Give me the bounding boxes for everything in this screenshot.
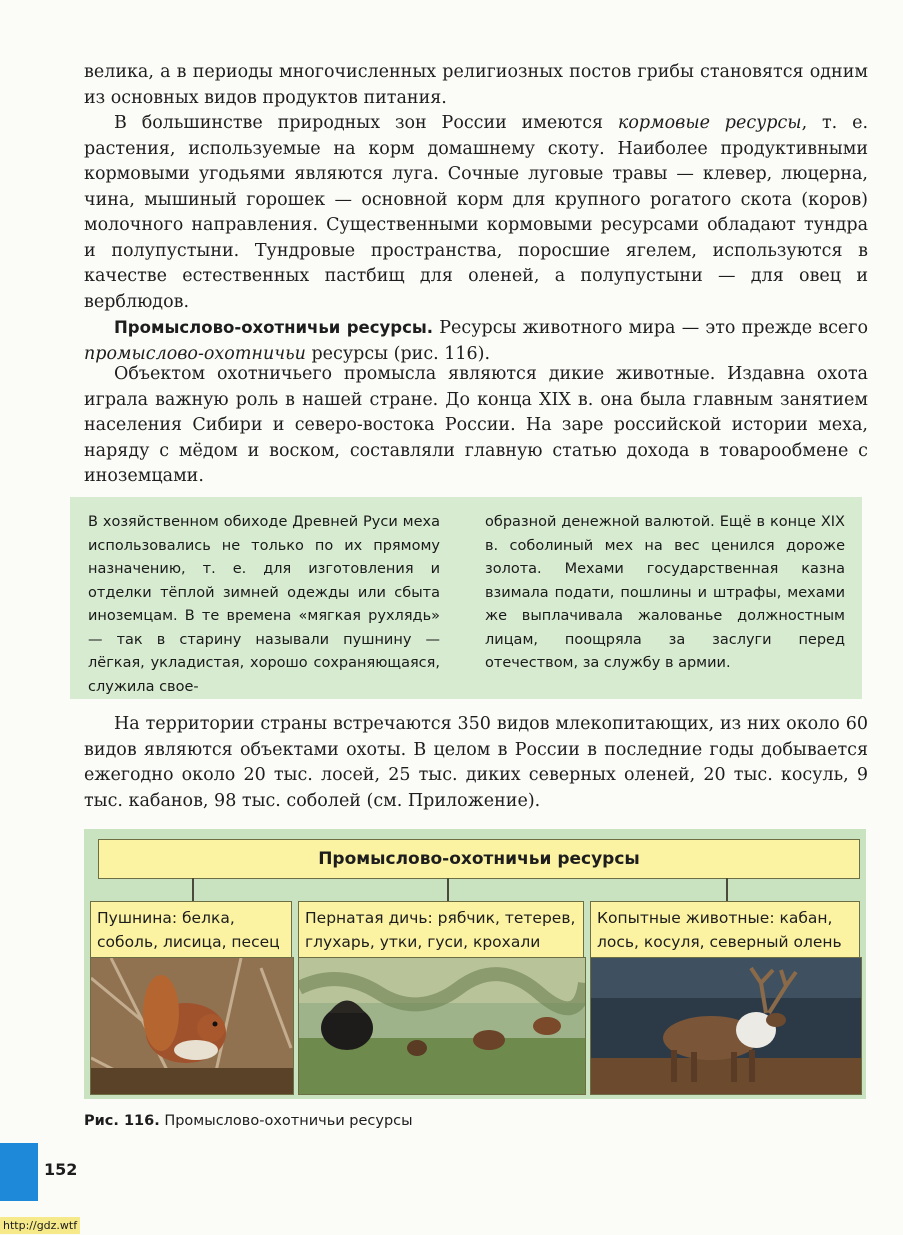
page-number: 152 [44,1160,78,1179]
caption-label: Рис. 116. [84,1113,160,1129]
paragraph-continuation: велика, а в периоды многочисленных религиозных постов грибы становятся одним из основных видов продуктов питания. [84,62,868,108]
paragraph-text: Ресурсы животного мира — это прежде всего [433,318,868,338]
reindeer-photo [590,957,862,1095]
connector-line [726,878,728,901]
grouse-photo [298,957,586,1095]
italic-term: промыслово-охотничьи [84,343,306,364]
category-fur: Пушнина: белка, соболь, лисица, песец [90,901,292,957]
paragraph-text: ресурсы (рис. 116). [305,343,491,364]
section-heading: Промыслово-охотничьи ресурсы. [114,318,434,337]
connector-line [192,878,194,901]
figure-hunting-resources [84,829,866,1099]
paragraph-hunting-resources [84,315,868,367]
page-tab [0,1143,38,1201]
paragraph-hunting-history: Объектом охотничьего промысла являются дикие животные. Издавна охота играла важную роль в нашей стране. До конца XIX в. она была главным занятием населения Сибири и северо-востока России. На заре российской истории меха, наряду с мёдом и воском, составляли главную статью дохода в товарообмене с иноземцами. [84,364,868,486]
connector-line [447,878,449,901]
info-box [70,497,862,699]
category-ungulates: Копытные животные: кабан, лось, косуля, северный олень [590,901,860,957]
watermark: http://gdz.wtf [0,1217,80,1234]
paragraph-forage-resources [84,111,868,315]
paragraph-mammals: На территории страны встречаются 350 видов млекопитающих, из них около 60 видов являются объектами охоты. В целом в России в последние годы добывается ежегодно около 20 тыс. лосей, 25 тыс. диких северных оленей, 20 тыс. косуль, 9 тыс. кабанов, 98 тыс. соболей (см. Приложение). [84,714,868,811]
paragraph-text: В большинстве природных зон России имеются [114,113,618,133]
paragraph-text: , т. е. растения, используемые на корм домашнему скоту. Наиболее продуктивными кормовыми угодьями являются луга. Сочные луговые травы — клевер, люцерна, чина, мышиный горошек — основной корм для крупного рогатого скота (коров) молочного направления. Существенными кормовыми ресурсами обладают тундра и полупустыни. Тундровые пространства, поросшие ягелем, используются в качестве естественных пастбищ для оленей, а полупустыни — для овец и верблюдов. [84,113,869,312]
squirrel-photo [90,957,294,1095]
category-game-birds: Пернатая дичь: рябчик, тетерев, глухарь, утки, гуси, крохали [298,901,584,957]
figure-caption [84,1113,413,1129]
caption-text: Промыслово-охотничьи ресурсы [159,1113,413,1129]
figure-title: Промыслово-охотничьи ресурсы [98,839,860,879]
info-box-column-1: В хозяйственном обиходе Древней Руси меха использовались не только по их прямому назначению, т. е. для изготовления и отделки тёплой зимней одежды или сбыта иноземцам. В те времена «мягкая рухлядь» — так в старину называли пушнину — лёгкая, укладистая, хорошо сохраняющаяся, служила свое- [88,514,440,695]
italic-term: кормовые ресурсы [617,113,802,133]
info-box-column-2: образной денежной валютой. Ещё в конце XIX в. соболиный мех на вес ценился дороже золота. Мехами государственная казна взимала подати, пошлины и штрафы, мехами же выплачивала жалованье должностным лицам, поощряла за заслуги перед отечеством, за службу в армии. [485,514,845,671]
